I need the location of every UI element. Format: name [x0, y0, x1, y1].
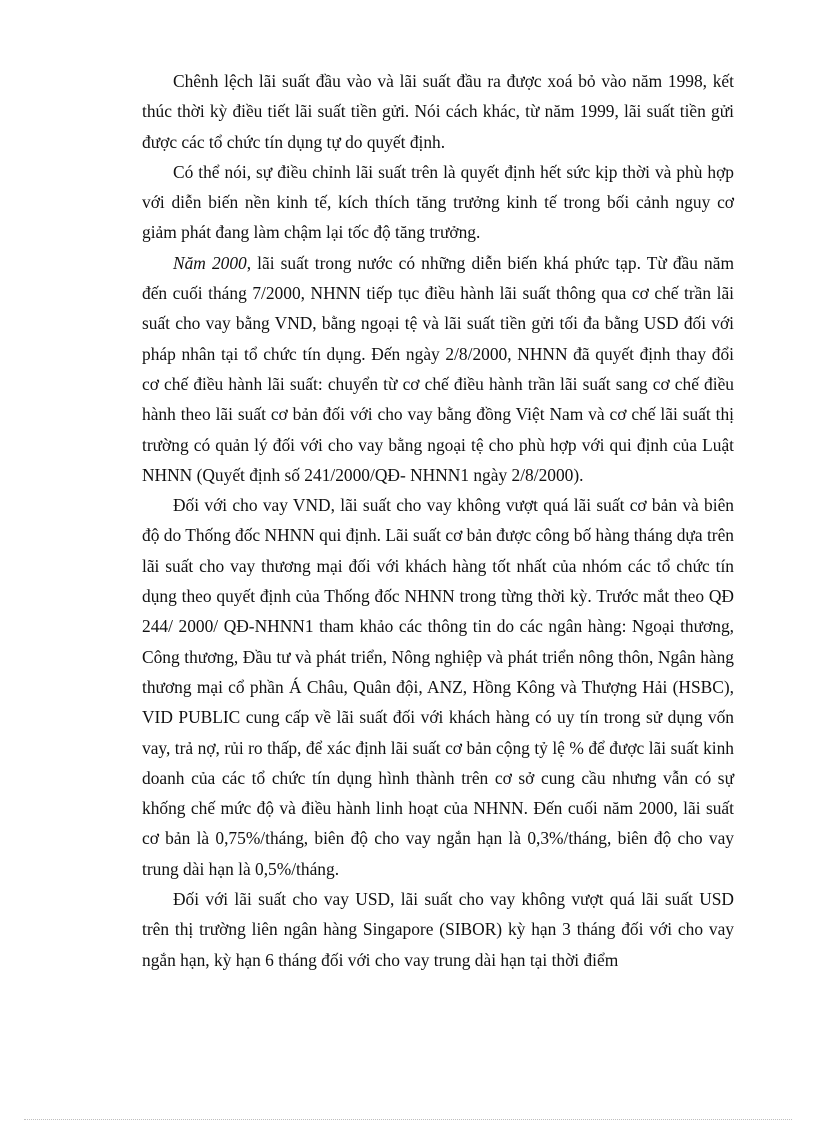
document-page	[142, 66, 734, 975]
paragraph-text: Đối với lãi suất cho vay USD, lãi suất cho vay không vượt quá lãi suất USD trên thị trường liên ngân hàng Singapore (SIBOR) kỳ hạn 3 tháng đối với cho vay ngắn hạn, kỳ hạn 6 tháng đối với cho vay trung dài hạn tại thời điểm	[142, 889, 734, 970]
page-bottom-divider	[24, 1119, 792, 1120]
paragraph	[142, 66, 734, 157]
paragraph	[142, 490, 734, 884]
paragraph-text: Chênh lệch lãi suất đầu vào và lãi suất đầu ra được xoá bỏ vào năm 1998, kết thúc thời kỳ điều tiết lãi suất tiền gửi. Nói cách khác, từ năm 1999, lãi suất tiền gửi được các tổ chức tín dụng tự do quyết định.	[142, 71, 734, 152]
paragraph-lead-italic: Năm 2000	[173, 252, 247, 273]
paragraph-text: , lãi suất trong nước có những diễn biến khá phức tạp. Từ đầu năm đến cuối tháng 7/2000, NHNN tiếp tục điều hành lãi suất thông qua cơ chế trần lãi suất cho vay bằng VND, bằng ngoại tệ và lãi suất tiền gửi tối đa bằng USD đối với pháp nhân tại tổ chức tín dụng. Đến ngày 2/8/2000, NHNN đã quyết định thay đổi cơ chế điều hành lãi suất: chuyển từ cơ chế điều hành trần lãi suất sang cơ chế điều hành theo lãi suất cơ bản đối với cho vay bằng đồng Việt Nam và cơ chế lãi suất thị trường có quản lý đối với cho vay bằng ngoại tệ cho phù hợp với qui định của Luật NHNN (Quyết định số 241/2000/QĐ- NHNN1 ngày 2/8/2000).	[142, 252, 734, 485]
paragraph	[142, 157, 734, 248]
paragraph	[142, 248, 734, 490]
paragraph-text: Đối với cho vay VND, lãi suất cho vay không vượt quá lãi suất cơ bản và biên độ do Thống đốc NHNN qui định. Lãi suất cơ bản được công bố hàng tháng dựa trên lãi suất cho vay thương mại đối với khách hàng tốt nhất của nhóm các tổ chức tín dụng theo quyết định của Thống đốc NHNN trong từng thời kỳ. Trước mắt theo QĐ 244/ 2000/ QĐ-NHNN1 tham khảo các thông tin do các ngân hàng: Ngoại thương, Công thương, Đầu tư và phát triển, Nông nghiệp và phát triển nông thôn, Ngân hàng thương mại cổ phần Á Châu, Quân đội, ANZ, Hồng Kông và Thượng Hải (HSBC), VID PUBLIC cung cấp về lãi suất đối với khách hàng có uy tín trong sử dụng vốn vay, trả nợ, rủi ro thấp, để xác định lãi suất cơ bản cộng tỷ lệ % để được lãi suất kinh doanh của các tổ chức tín dụng hình thành trên cơ sở cung cầu nhưng vẫn có sự khống chế mức độ và điều hành linh hoạt của NHNN. Đến cuối năm 2000, lãi suất cơ bản là 0,75%/tháng, biên độ cho vay ngắn hạn là 0,3%/tháng, biên độ cho vay trung dài hạn là 0,5%/tháng.	[142, 495, 734, 879]
paragraph	[142, 884, 734, 975]
paragraph-text: Có thể nói, sự điều chỉnh lãi suất trên là quyết định hết sức kịp thời và phù hợp với diễn biến nền kinh tế, kích thích tăng trưởng kinh tế trong bối cảnh nguy cơ giảm phát đang làm chậm lại tốc độ tăng trưởng.	[142, 161, 734, 243]
